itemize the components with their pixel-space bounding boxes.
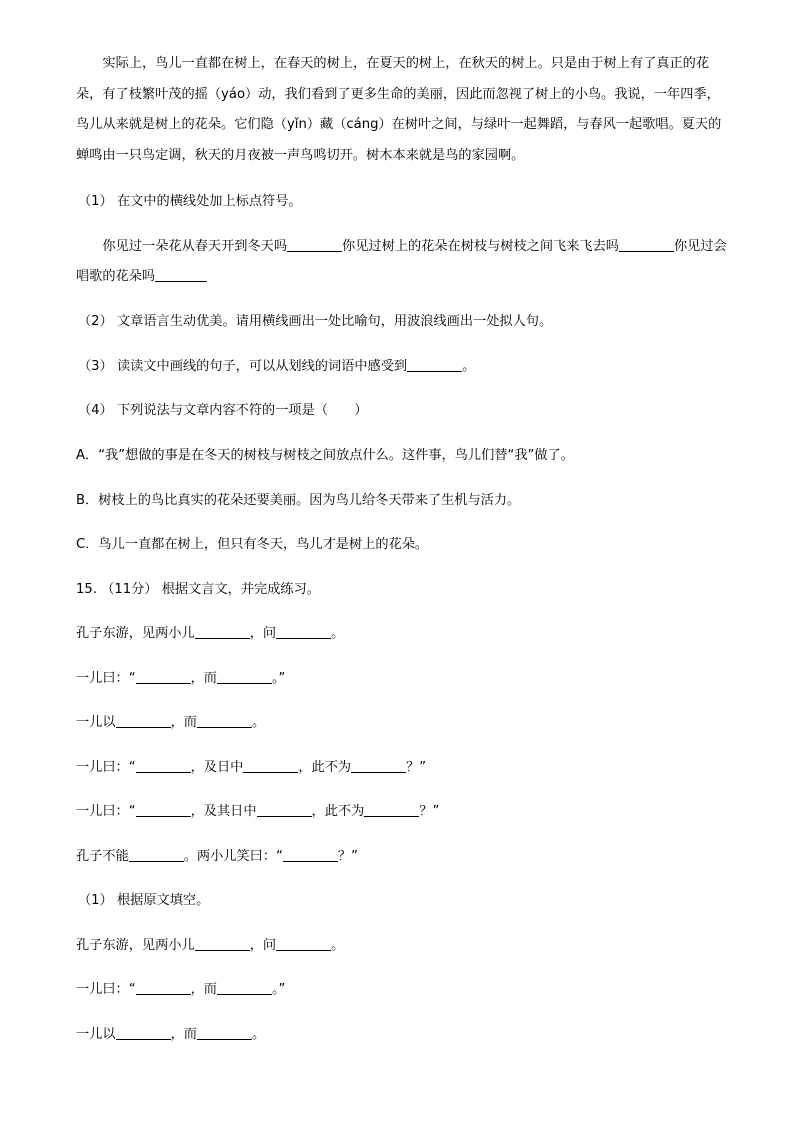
text: ，而 (170, 715, 197, 730)
blank[interactable] (276, 937, 331, 951)
blank[interactable] (351, 759, 406, 773)
blank[interactable] (243, 759, 298, 773)
text: ，此不为 (311, 804, 365, 819)
q1-sentence (76, 232, 736, 292)
blank[interactable] (217, 981, 272, 995)
text: ？” (337, 849, 358, 864)
q3-blank[interactable] (407, 358, 462, 372)
text: 。 (251, 715, 266, 730)
text: 孔子东游，见两小儿 (76, 626, 195, 641)
text: 一儿曰：“ (76, 804, 136, 819)
text: 。 (331, 626, 345, 641)
text: 孔子东游，见两小儿 (76, 938, 195, 953)
q4-option-b[interactable]: B．树枝上的鸟比真实的花朵还要美丽。因为鸟儿给冬天带来了生机与活力。 (76, 493, 521, 508)
blank[interactable] (217, 670, 272, 684)
text: 孔子不能 (76, 849, 129, 864)
blank[interactable] (364, 803, 419, 817)
blank[interactable] (129, 848, 184, 862)
q2-label: （2） 文章语言生动优美。请用横线画出一处比喻句，用波浪线画出一处拟人句。 (78, 314, 553, 329)
q1-blank-3[interactable] (155, 268, 207, 282)
blank[interactable] (195, 937, 250, 951)
text: 一儿以 (76, 715, 116, 730)
q15-header: 15. （11分） 根据文言文，并完成练习。 (76, 582, 320, 597)
text: ，及日中 (190, 760, 244, 775)
text: 。 (331, 938, 345, 953)
blank[interactable] (197, 1026, 252, 1040)
q15-line-2 (76, 668, 732, 690)
q15-line-3 (76, 712, 732, 734)
q1-label: （1） 在文中的横线处加上标点符号。 (78, 194, 302, 209)
q1-part3: 你见过会唱歌的花朵吗 (76, 239, 727, 284)
q15-sub1-label: （1） 根据原文填空。 (78, 893, 210, 908)
text: 一儿以 (76, 1027, 116, 1042)
q4-option-a[interactable]: A．“我”想做的事是在冬天的树枝与树枝之间放点什么。这件事，鸟儿们替“我”做了。 (76, 448, 574, 463)
text: ，问 (249, 938, 277, 953)
q1-blank-2[interactable] (619, 238, 674, 252)
text: ，而 (190, 982, 217, 997)
text: 。 (251, 1027, 266, 1042)
blank[interactable] (116, 714, 171, 728)
q15-sub-line-1 (76, 935, 732, 957)
text: ，问 (249, 626, 277, 641)
text: 。” (271, 671, 286, 686)
q3-label (78, 356, 734, 378)
blank[interactable] (136, 803, 191, 817)
blank[interactable] (257, 803, 312, 817)
q1-blank-1[interactable] (287, 238, 342, 252)
q15-sub-line-3 (76, 1024, 732, 1046)
q15-line-1 (76, 623, 732, 645)
blank[interactable] (136, 981, 191, 995)
blank[interactable] (195, 625, 250, 639)
q4-label: （4） 下列说法与文章内容不符的一项是（ ） (78, 403, 368, 418)
q3-text: （3） 读读文中画线的句子，可以从划线的词语中感受到 (78, 359, 408, 374)
text: ？” (406, 760, 427, 775)
blank[interactable] (136, 670, 191, 684)
q4-option-c[interactable]: C．鸟儿一直都在树上，但只有冬天，鸟儿才是树上的花朵。 (76, 537, 429, 552)
text: ，而 (190, 671, 217, 686)
blank[interactable] (116, 1026, 171, 1040)
text: 。” (271, 982, 286, 997)
q3-end: 。 (462, 359, 476, 374)
q15-sub-line-2 (76, 979, 732, 1001)
text: 一儿曰：“ (76, 982, 136, 997)
q15-line-5 (76, 801, 732, 823)
q15-line-6 (76, 846, 732, 868)
text: ，此不为 (298, 760, 352, 775)
blank[interactable] (197, 714, 252, 728)
q15-line-4 (76, 757, 732, 779)
text: 一儿曰：“ (76, 671, 136, 686)
text: ？” (419, 804, 440, 819)
text: 一儿曰：“ (76, 760, 136, 775)
text: 。两小儿笑曰：“ (183, 849, 283, 864)
text: ，及其日中 (190, 804, 257, 819)
blank[interactable] (136, 759, 191, 773)
q1-part1: 你见过一朵花从春天开到冬天吗 (102, 239, 288, 254)
blank[interactable] (283, 848, 338, 862)
blank[interactable] (276, 625, 331, 639)
q1-part2: 你见过树上的花朵在树枝与树枝之间飞来飞去吗 (342, 239, 619, 254)
text: ，而 (170, 1027, 197, 1042)
passage-paragraph: 实际上，鸟儿一直都在树上，在春天的树上，在夏天的树上，在秋天的树上。只是由于树上有了真正的花朵，有了枝繁叶茂的摇（yáo）动，我们看到了更多生命的美丽，因此而忽视了树上的小鸟。我说，一年四季，鸟儿从来就是树上的花朵。它们隐（yǐn）藏（cáng）在树叶之间，与绿叶一起舞蹈，与春风一起歌唱。夏天的蝉鸣由一只鸟定调，秋天的月夜被一声鸟鸣切开。树木本来就是鸟的家园啊。 (76, 56, 722, 163)
